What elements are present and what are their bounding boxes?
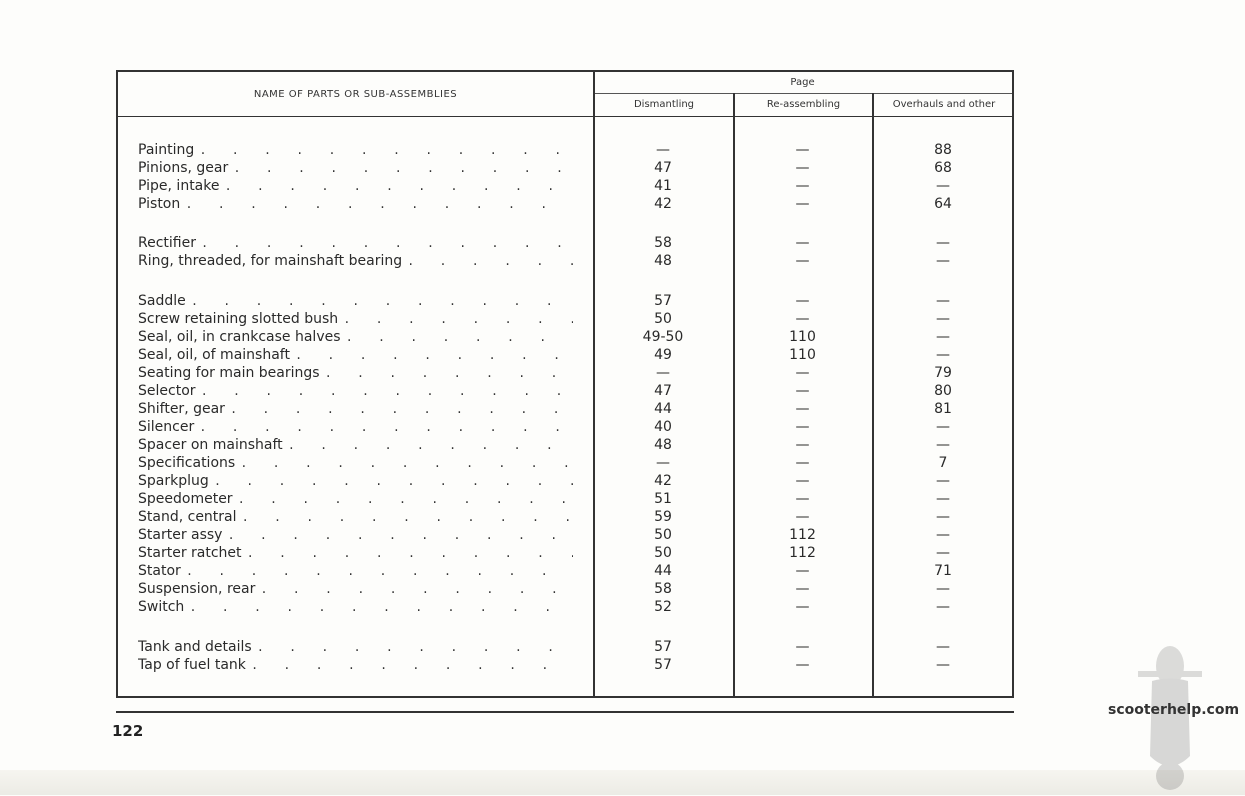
- dismantling-page: 48: [654, 437, 672, 453]
- part-name: Painting .: [138, 141, 573, 159]
- header-dismantling: Dismantling: [633, 99, 695, 110]
- dismantling-page: 49: [654, 347, 672, 363]
- reassembling-page: —: [795, 142, 810, 158]
- table-row: [0, 436, 1245, 454]
- part-name: Saddle .: [138, 292, 573, 310]
- part-name: Silencer .: [138, 418, 573, 436]
- part-name: Screw retaining slotted bush .: [138, 310, 573, 328]
- dismantling-page: 58: [654, 235, 672, 251]
- dismantling-page: 40: [654, 419, 672, 435]
- dismantling-page: 52: [654, 599, 672, 615]
- table-row: [0, 400, 1245, 418]
- part-name: Starter ratchet .: [138, 544, 573, 562]
- table-row: [0, 159, 1245, 177]
- dismantling-page: 57: [654, 657, 672, 673]
- part-name: Piston .: [138, 195, 573, 213]
- table-row: [0, 544, 1245, 562]
- overhauls-page: —: [936, 581, 950, 597]
- overhauls-page: —: [936, 545, 950, 561]
- part-name: Specifications .: [138, 454, 573, 472]
- overhauls-page: —: [936, 509, 950, 525]
- part-name: Stand, central .: [138, 508, 573, 526]
- table-row: [0, 252, 1245, 270]
- overhauls-page: —: [936, 253, 950, 269]
- reassembling-page: 112: [789, 545, 816, 561]
- reassembling-page: —: [795, 196, 810, 212]
- overhauls-page: —: [936, 473, 950, 489]
- dismantling-page: 41: [654, 178, 672, 194]
- table-row: [0, 195, 1245, 213]
- reassembling-page: —: [795, 253, 810, 269]
- reassembling-page: —: [795, 581, 810, 597]
- part-name: Seating for main bearings .: [138, 364, 573, 382]
- reassembling-page: —: [795, 639, 810, 655]
- page-number: 122: [112, 722, 144, 740]
- reassembling-page: —: [795, 293, 810, 309]
- overhauls-page: 7: [938, 455, 948, 471]
- overhauls-page: —: [936, 657, 950, 673]
- overhauls-page: —: [936, 293, 950, 309]
- table-row: [0, 526, 1245, 544]
- table-row: [0, 177, 1245, 195]
- table-row: [0, 418, 1245, 436]
- reassembling-page: —: [795, 160, 810, 176]
- header-name-column: NAME OF PARTS OR SUB-ASSEMBLIES: [253, 89, 458, 100]
- part-name: Speedometer .: [138, 490, 573, 508]
- reassembling-page: 110: [789, 347, 816, 363]
- dismantling-page: 42: [654, 473, 672, 489]
- overhauls-page: —: [936, 347, 950, 363]
- reassembling-page: —: [795, 599, 810, 615]
- reassembling-page: —: [795, 235, 810, 251]
- dismantling-page: 42: [654, 196, 672, 212]
- dismantling-page: 49-50: [642, 329, 684, 345]
- watermark: scooterhelp.com: [1108, 702, 1240, 718]
- header-page-divider: [593, 93, 1012, 94]
- table-row: [0, 292, 1245, 310]
- table-row: [0, 656, 1245, 674]
- part-name: Tank and details .: [138, 638, 573, 656]
- table-row: [0, 382, 1245, 400]
- table-row: [0, 580, 1245, 598]
- dismantling-page: 57: [654, 639, 672, 655]
- dismantling-page: 48: [654, 253, 672, 269]
- table-row: [0, 364, 1245, 382]
- reassembling-page: —: [795, 311, 810, 327]
- reassembling-page: —: [795, 455, 810, 471]
- part-name: Selector .: [138, 382, 573, 400]
- part-name: Ring, threaded, for mainshaft bearing .: [138, 252, 573, 270]
- dismantling-page: 58: [654, 581, 672, 597]
- bottom-rule: [116, 711, 1014, 713]
- dismantling-page: 51: [654, 491, 672, 507]
- table-row: [0, 310, 1245, 328]
- dismantling-page: —: [656, 455, 670, 471]
- reassembling-page: —: [795, 473, 810, 489]
- overhauls-page: —: [936, 527, 950, 543]
- reassembling-page: —: [795, 419, 810, 435]
- overhauls-page: —: [936, 329, 950, 345]
- part-name: Sparkplug .: [138, 472, 573, 490]
- part-name: Spacer on mainshaft .: [138, 436, 573, 454]
- reassembling-page: —: [795, 178, 810, 194]
- reassembling-page: 110: [789, 329, 816, 345]
- part-name: Seal, oil, of mainshaft .: [138, 346, 573, 364]
- dismantling-page: —: [656, 142, 670, 158]
- overhauls-page: 79: [934, 365, 952, 381]
- table-row: [0, 472, 1245, 490]
- reassembling-page: —: [795, 491, 810, 507]
- dismantling-page: 47: [654, 160, 672, 176]
- overhauls-page: —: [936, 311, 950, 327]
- table-row: [0, 328, 1245, 346]
- header-page-label: Page: [790, 77, 815, 88]
- overhauls-page: —: [936, 178, 950, 194]
- overhauls-page: 81: [934, 401, 952, 417]
- reassembling-page: 112: [789, 527, 816, 543]
- part-name: Rectifier .: [138, 234, 573, 252]
- overhauls-page: 68: [934, 160, 952, 176]
- reassembling-page: —: [795, 509, 810, 525]
- overhauls-page: 88: [934, 142, 952, 158]
- part-name: Pipe, intake .: [138, 177, 573, 195]
- part-name: Shifter, gear .: [138, 400, 573, 418]
- dismantling-page: 44: [654, 563, 672, 579]
- table-row: [0, 562, 1245, 580]
- part-name: Switch .: [138, 598, 573, 616]
- dismantling-page: 47: [654, 383, 672, 399]
- reassembling-page: —: [795, 365, 810, 381]
- dismantling-page: 59: [654, 509, 672, 525]
- overhauls-page: —: [936, 639, 950, 655]
- dismantling-page: 50: [654, 545, 672, 561]
- overhauls-page: —: [936, 599, 950, 615]
- dismantling-page: 57: [654, 293, 672, 309]
- page-bottom-edge: [0, 770, 1245, 795]
- part-name: Starter assy .: [138, 526, 573, 544]
- header-reassembling: Re-assembling: [766, 99, 841, 110]
- table-row: [0, 598, 1245, 616]
- overhauls-page: —: [936, 235, 950, 251]
- overhauls-page: 71: [934, 563, 952, 579]
- table-row: [0, 141, 1245, 159]
- part-name: Seal, oil, in crankcase halves .: [138, 328, 573, 346]
- table-row: [0, 346, 1245, 364]
- part-name: Stator .: [138, 562, 573, 580]
- table-row: [0, 490, 1245, 508]
- header-overhauls: Overhauls and other: [892, 99, 996, 110]
- table-row: [0, 508, 1245, 526]
- reassembling-page: —: [795, 437, 810, 453]
- part-name: Pinions, gear .: [138, 159, 573, 177]
- dismantling-page: 50: [654, 527, 672, 543]
- reassembling-page: —: [795, 657, 810, 673]
- part-name: Suspension, rear .: [138, 580, 573, 598]
- table-row: [0, 454, 1245, 472]
- overhauls-page: 80: [934, 383, 952, 399]
- dismantling-page: 50: [654, 311, 672, 327]
- overhauls-page: —: [936, 437, 950, 453]
- table-row: [0, 234, 1245, 252]
- table-row: [0, 638, 1245, 656]
- dismantling-page: —: [656, 365, 670, 381]
- overhauls-page: 64: [934, 196, 952, 212]
- dismantling-page: 44: [654, 401, 672, 417]
- header-divider: [118, 116, 1012, 117]
- reassembling-page: —: [795, 401, 810, 417]
- reassembling-page: —: [795, 383, 810, 399]
- reassembling-page: —: [795, 563, 810, 579]
- overhauls-page: —: [936, 419, 950, 435]
- part-name: Tap of fuel tank .: [138, 656, 573, 674]
- overhauls-page: —: [936, 491, 950, 507]
